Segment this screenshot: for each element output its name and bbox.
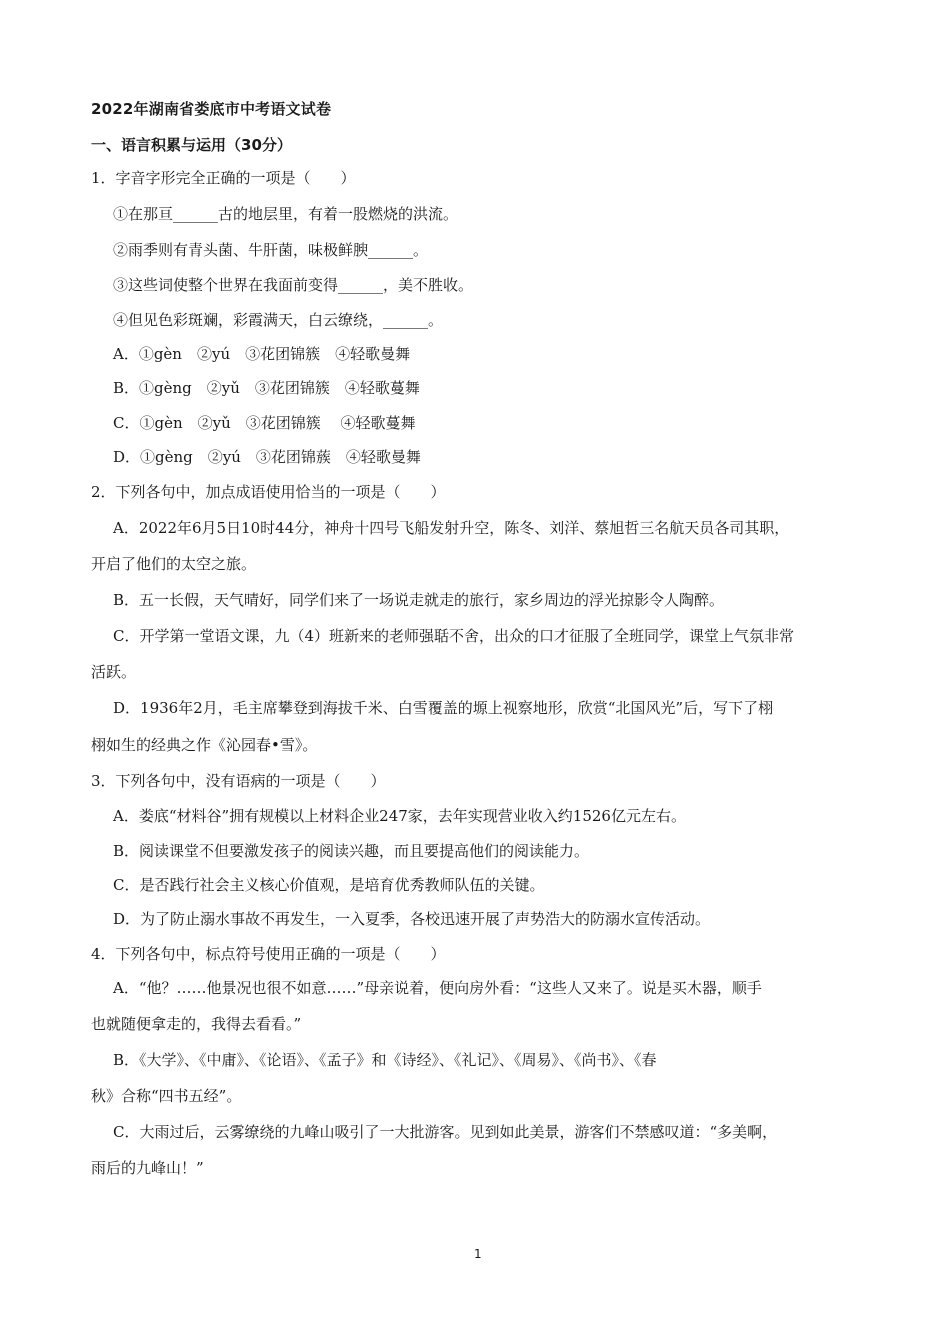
question-1-option-b: B．①gèng ②yǔ ③花团锦簇 ④轻歌蔓舞 (113, 379, 420, 397)
question-4-option-c-cont: 雨后的九峰山！” (91, 1159, 204, 1177)
question-1-sentence-1: ①在那亘______古的地层里，有着一股燃烧的洪流。 (113, 205, 459, 223)
question-3-option-d: D．为了防止溺水事故不再发生，一入夏季，各校迅速开展了声势浩大的防溺水宣传活动。 (113, 910, 711, 928)
question-1-sentence-2: ②雨季则有青头菌、牛肝菌，味极鲜腴______。 (113, 241, 429, 259)
question-2-option-a-cont: 开启了他们的太空之旅。 (91, 555, 257, 573)
question-1-option-c: C．①gèn ②yǔ ③花团锦簇 ④轻歌蔓舞 (113, 414, 416, 432)
question-1-option-d: D．①gèng ②yú ③花团锦蔟 ④轻歌曼舞 (113, 448, 421, 466)
page-number: 1 (474, 1247, 482, 1261)
page-title: 2022年湖南省娄底市中考语文试卷 (91, 100, 332, 118)
question-2-stem: 2．下列各句中，加点成语使用恰当的一项是（ ） (91, 483, 446, 501)
question-2-option-d-cont: 栩如生的经典之作《沁园春•雪》。 (91, 736, 318, 754)
question-3-stem: 3．下列各句中，没有语病的一项是（ ） (91, 772, 386, 790)
question-1-sentence-3: ③这些词使整个世界在我面前变得______，美不胜收。 (113, 276, 474, 294)
question-3-option-c: C．是否践行社会主义核心价值观，是培育优秀教师队伍的关键。 (113, 876, 545, 894)
question-4-option-c: C．大雨过后，云雾缭绕的九峰山吸引了一大批游客。见到如此美景，游客们不禁感叹道：“多美啊， (113, 1123, 778, 1141)
question-3-option-b: B．阅读课堂不但要激发孩子的阅读兴趣，而且要提高他们的阅读能力。 (113, 842, 590, 860)
question-1-sentence-4: ④但见色彩斑斓，彩霞满天，白云缭绕，______。 (113, 311, 444, 329)
question-3-option-a: A．娄底“材料谷”拥有规模以上材料企业247家，去年实现营业收入约1526亿元左右。 (113, 807, 686, 825)
question-2-option-d: D．1936年2月，毛主席攀登到海拔千米、白雪覆盖的塬上视察地形，欣赏“北国风光”后，写下了栩 (113, 699, 774, 717)
question-2-option-c: C．开学第一堂语文课，九（4）班新来的老师强聒不舍，出众的口才征服了全班同学，课堂上气氛非常 (113, 627, 795, 645)
question-1-stem: 1．字音字形完全正确的一项是（ ） (91, 169, 356, 187)
section-heading: 一、语言积累与运用（30分） (91, 136, 292, 154)
question-1-option-a: A．①gèn ②yú ③花团锦簇 ④轻歌曼舞 (113, 345, 411, 363)
question-4-option-b: B．《大学》、《中庸》、《论语》、《孟子》和《诗经》、《礼记》、《周易》、《尚书》、《春 (113, 1051, 657, 1069)
question-4-option-a-cont: 也就随便拿走的，我得去看看。” (91, 1015, 302, 1033)
question-4-option-b-cont: 秋》合称“四书五经”。 (91, 1087, 242, 1105)
question-4-stem: 4．下列各句中，标点符号使用正确的一项是（ ） (91, 945, 446, 963)
question-2-option-b: B．五一长假，天气晴好，同学们来了一场说走就走的旅行，家乡周边的浮光掠影令人陶醉。 (113, 591, 725, 609)
question-2-option-c-cont: 活跃。 (91, 663, 137, 681)
question-4-option-a: A．“他？……他景况也很不如意……”母亲说着，便向房外看：“这些人又来了。说是买木器，顺手 (113, 979, 762, 997)
question-2-option-a: A．2022年6月5日10时44分，神舟十四号飞船发射升空，陈冬、刘洋、蔡旭哲三名航天员各司其职， (113, 519, 790, 537)
